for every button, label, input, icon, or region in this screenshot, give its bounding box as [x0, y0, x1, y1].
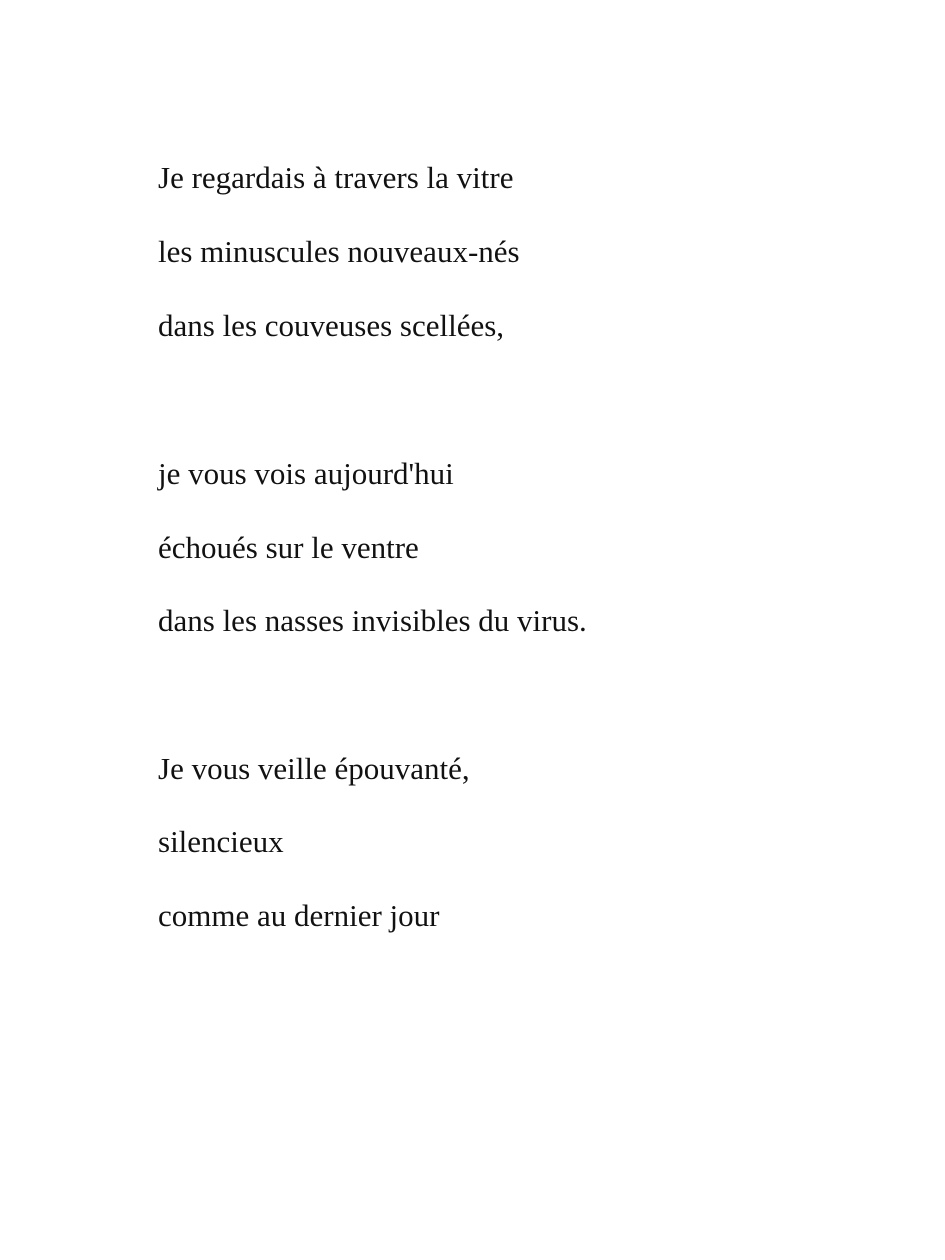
poem-line: Je regardais à travers la vitre	[158, 160, 514, 195]
poem-line: échoués sur le ventre	[158, 530, 419, 565]
poem-line: je vous vois aujourd'hui	[158, 456, 454, 491]
poem-line: dans les couveuses scellées,	[158, 308, 505, 343]
poem-line: comme au dernier jour	[158, 898, 440, 933]
poem-line: silencieux	[158, 824, 284, 859]
poem-line: Je vous veille épouvanté,	[158, 751, 470, 786]
poem-line: dans les nasses invisibles du virus.	[158, 603, 587, 638]
poem-line: les minuscules nouveaux-nés	[158, 234, 520, 269]
